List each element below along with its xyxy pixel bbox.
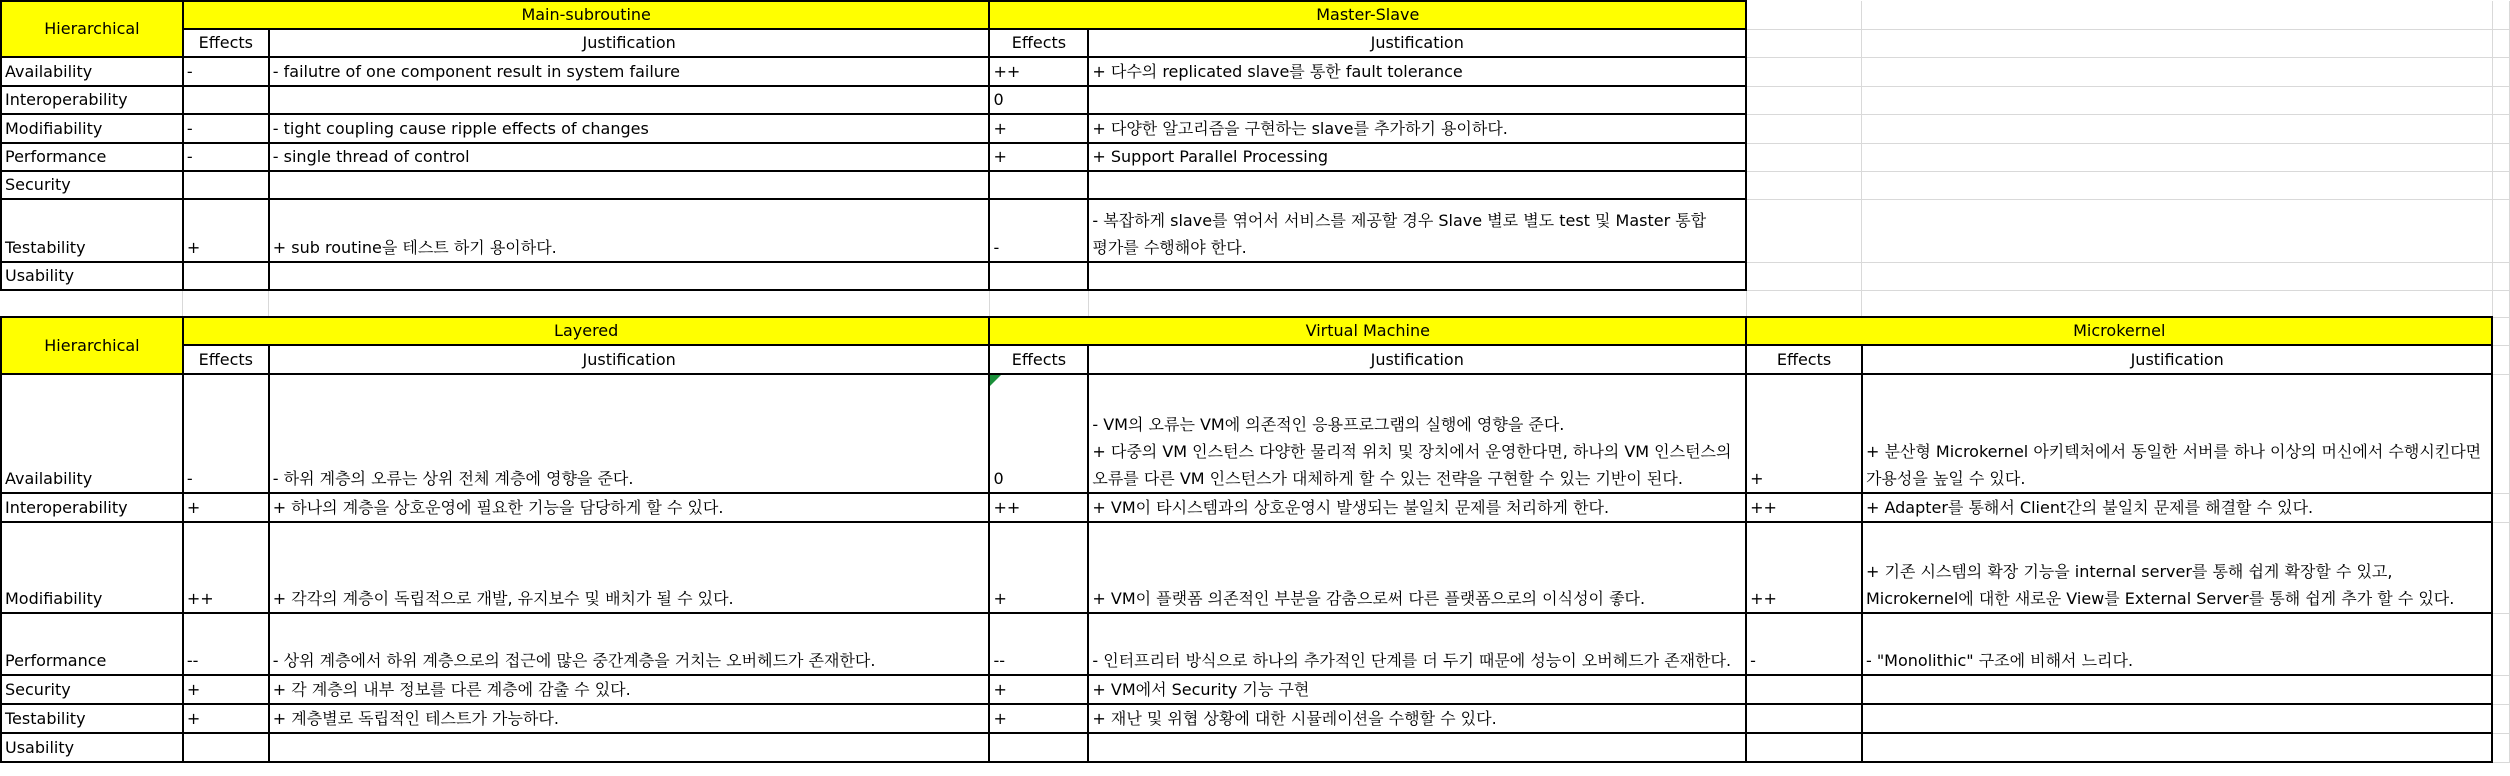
table2-row-availability [1, 374, 2510, 493]
table2-row-usability [1, 733, 2510, 762]
empty-cell[interactable] [1862, 1, 2493, 29]
effects-cell[interactable]: + [989, 114, 1088, 143]
effects-cell[interactable] [183, 262, 269, 290]
table1-row-security [1, 171, 2510, 199]
table1-column-header-row [1, 29, 2510, 57]
spacer-row [1, 290, 2510, 317]
empty-cell[interactable] [1746, 29, 1862, 57]
justification-cell[interactable]: + sub routine을 테스트 하기 용이하다. [269, 199, 990, 262]
empty-cell[interactable] [2492, 114, 2509, 143]
effects-cell[interactable] [1746, 675, 1862, 704]
attribute-cell[interactable]: Interoperability [1, 86, 183, 114]
effects-cell[interactable]: + [989, 522, 1088, 613]
justification-cell[interactable] [1088, 262, 1746, 290]
effects-cell[interactable]: ++ [183, 522, 269, 613]
empty-cell[interactable] [2492, 345, 2509, 374]
table2-row-testability [1, 704, 2510, 733]
justification-cell[interactable]: - 하위 계층의 오류는 상위 전체 계층에 영향을 준다. [269, 374, 990, 493]
empty-cell[interactable] [1746, 57, 1862, 86]
empty-cell[interactable] [269, 290, 990, 317]
table2-effects-header[interactable]: Effects [1746, 345, 1862, 374]
table1-effects-header[interactable]: Effects [183, 29, 269, 57]
justification-cell[interactable]: + 하나의 계층을 상호운영에 필요한 기능을 담당하게 할 수 있다. [269, 493, 990, 522]
effects-cell[interactable]: -- [989, 613, 1088, 675]
table2-row-interoperability [1, 493, 2510, 522]
effects-cell[interactable]: + [1746, 374, 1862, 493]
effects-cell[interactable] [1746, 704, 1862, 733]
attribute-cell[interactable]: Modifiability [1, 522, 183, 613]
table1-row-performance [1, 143, 2510, 171]
table1-group-header-row [1, 1, 2510, 29]
empty-cell[interactable] [2492, 262, 2509, 290]
empty-cell[interactable] [1746, 290, 1862, 317]
table1-group-main-subroutine[interactable]: Main-subroutine [183, 1, 990, 29]
empty-cell[interactable] [183, 290, 269, 317]
table2-row-performance [1, 613, 2510, 675]
empty-cell[interactable] [1746, 199, 1862, 262]
table2-justification-header[interactable]: Justification [269, 345, 990, 374]
table1-justification-header[interactable]: Justification [269, 29, 990, 57]
effects-cell[interactable] [183, 171, 269, 199]
effects-cell[interactable] [989, 262, 1088, 290]
empty-cell[interactable] [1862, 290, 2493, 317]
empty-cell[interactable] [1746, 114, 1862, 143]
empty-cell[interactable] [1862, 171, 2493, 199]
justification-cell[interactable] [269, 86, 990, 114]
effects-cell[interactable] [989, 733, 1088, 762]
attribute-cell[interactable]: Testability [1, 199, 183, 262]
empty-cell[interactable] [1862, 86, 2493, 114]
effects-cell[interactable]: + [183, 704, 269, 733]
attribute-cell[interactable]: Availability [1, 57, 183, 86]
table1-row-testability [1, 199, 2510, 262]
justification-cell[interactable] [1088, 171, 1746, 199]
effects-cell[interactable] [183, 733, 269, 762]
empty-cell[interactable] [1746, 1, 1862, 29]
effects-cell[interactable]: - [183, 114, 269, 143]
empty-cell[interactable] [2492, 733, 2509, 762]
justification-cell[interactable]: + 계층별로 독립적인 테스트가 가능하다. [269, 704, 990, 733]
table2-group-virtual-machine[interactable]: Virtual Machine [989, 317, 1746, 345]
justification-cell[interactable]: - 상위 계층에서 하위 계층으로의 접근에 많은 중간계층을 거치는 오버헤드가 존재한다. [269, 613, 990, 675]
effects-cell[interactable]: ++ [989, 493, 1088, 522]
justification-cell[interactable]: + 재난 및 위협 상황에 대한 시뮬레이션을 수행할 수 있다. [1088, 704, 1746, 733]
empty-cell[interactable] [1, 290, 183, 317]
justification-cell[interactable]: + 각각의 계층이 독립적으로 개발, 유지보수 및 배치가 될 수 있다. [269, 522, 990, 613]
empty-cell[interactable] [1746, 86, 1862, 114]
justification-cell[interactable]: + Adapter를 통해서 Client간의 불일치 문제를 해결할 수 있다. [1862, 493, 2493, 522]
table1-row-usability [1, 262, 2510, 290]
attribute-cell[interactable]: Availability [1, 374, 183, 493]
empty-cell[interactable] [2492, 613, 2509, 675]
justification-cell[interactable]: - 인터프리터 방식으로 하나의 추가적인 단계를 더 두기 때문에 성능이 오버헤드가 존재한다. [1088, 613, 1746, 675]
empty-cell[interactable] [989, 290, 1088, 317]
attribute-cell[interactable]: Performance [1, 613, 183, 675]
empty-cell[interactable] [1862, 57, 2493, 86]
empty-cell[interactable] [2492, 522, 2509, 613]
effects-cell[interactable]: - [183, 374, 269, 493]
justification-cell[interactable]: + 분산형 Microkernel 아키텍처에서 동일한 서버를 하나 이상의 머신에서 수행시킨다면 가용성을 높일 수 있다. [1862, 374, 2493, 493]
justification-cell[interactable]: - failutre of one component result in system failure [269, 57, 990, 86]
attribute-cell[interactable]: Security [1, 171, 183, 199]
attribute-cell[interactable]: Usability [1, 262, 183, 290]
empty-cell[interactable] [2492, 57, 2509, 86]
table1-row-modifiability [1, 114, 2510, 143]
comment-marker-icon [990, 375, 1001, 386]
attribute-cell[interactable]: Usability [1, 733, 183, 762]
effects-cell[interactable]: + [183, 675, 269, 704]
justification-cell[interactable] [1862, 675, 2493, 704]
empty-cell[interactable] [1862, 262, 2493, 290]
justification-cell[interactable]: - tight coupling cause ripple effects of changes [269, 114, 990, 143]
table1-group-master-slave[interactable]: Master-Slave [989, 1, 1746, 29]
empty-cell[interactable] [1862, 199, 2493, 262]
effects-cell[interactable]: -- [183, 613, 269, 675]
table2-group-microkernel[interactable]: Microkernel [1746, 317, 2492, 345]
justification-cell[interactable]: + 다양한 알고리즘을 구현하는 slave를 추가하기 용이하다. [1088, 114, 1746, 143]
effects-cell[interactable]: - [183, 57, 269, 86]
effects-cell[interactable]: - [183, 143, 269, 171]
empty-cell[interactable] [1746, 171, 1862, 199]
effects-cell[interactable]: + [989, 704, 1088, 733]
table2-group-header-row [1, 317, 2510, 345]
effects-value: 0 [993, 469, 1004, 488]
table2-row-modifiability [1, 522, 2510, 613]
justification-cell[interactable]: + VM이 타시스템과의 상호운영시 발생되는 불일치 문제를 처리하게 한다. [1088, 493, 1746, 522]
table2-effects-header[interactable]: Effects [183, 345, 269, 374]
justification-cell[interactable]: + 기존 시스템의 확장 기능을 internal server를 통해 쉽게 확장할 수 있고, Microkernel에 대한 새로운 View를 External Server를 통해 쉽게 추가 할 수 있다. [1862, 522, 2493, 613]
empty-cell[interactable] [1088, 290, 1746, 317]
justification-cell[interactable] [1862, 733, 2493, 762]
justification-cell[interactable]: + VM에서 Security 기능 구현 [1088, 675, 1746, 704]
justification-line: - VM의 오류는 VM에 의존적인 응용프로그램의 실행에 영향을 준다. [1092, 415, 1565, 434]
table1-row-availability [1, 57, 2510, 86]
effects-cell[interactable]: ++ [1746, 522, 1862, 613]
justification-cell[interactable] [1088, 733, 1746, 762]
justification-cell[interactable] [269, 733, 990, 762]
table1-corner-cell[interactable]: Hierarchical [1, 1, 183, 57]
justification-cell[interactable]: - 복잡하게 slave를 엮어서 서비스를 제공할 경우 Slave 별로 별도 test 및 Master 통합 평가를 수행해야 한다. [1088, 199, 1746, 262]
empty-cell[interactable] [2492, 374, 2509, 493]
table1-row-interoperability [1, 86, 2510, 114]
empty-cell[interactable] [2492, 171, 2509, 199]
justification-line: + 다중의 VM 인스턴스 다양한 물리적 위치 및 장치에서 운영한다면, 하나의 VM 인스턴스의 오류를 다른 VM 인스턴스가 대체하게 할 수 있는 전략을 구현할 수 있는 기반이 된다. [1092, 442, 1732, 488]
effects-cell[interactable]: + [989, 143, 1088, 171]
table2-justification-header[interactable]: Justification [1862, 345, 2493, 374]
justification-cell[interactable] [1088, 374, 1746, 493]
empty-cell[interactable] [2492, 143, 2509, 171]
effects-cell[interactable] [183, 86, 269, 114]
effects-cell[interactable]: + [989, 675, 1088, 704]
justification-cell[interactable] [1088, 86, 1746, 114]
justification-cell[interactable]: - single thread of control [269, 143, 990, 171]
table2-row-security [1, 675, 2510, 704]
empty-cell[interactable] [2492, 86, 2509, 114]
attribute-cell[interactable]: Security [1, 675, 183, 704]
empty-cell[interactable] [1862, 143, 2493, 171]
empty-cell[interactable] [2492, 290, 2509, 317]
effects-cell[interactable]: - [989, 199, 1088, 262]
empty-cell[interactable] [1862, 29, 2493, 57]
table2-column-header-row [1, 345, 2510, 374]
attribute-cell[interactable]: Performance [1, 143, 183, 171]
effects-cell[interactable] [989, 171, 1088, 199]
empty-cell[interactable] [2492, 317, 2509, 345]
table1-justification-header[interactable]: Justification [1088, 29, 1746, 57]
effects-cell[interactable]: + [183, 199, 269, 262]
effects-cell[interactable]: - [1746, 613, 1862, 675]
table2-corner-cell[interactable]: Hierarchical [1, 317, 183, 374]
empty-cell[interactable] [2492, 1, 2509, 29]
empty-cell[interactable] [2492, 704, 2509, 733]
empty-cell[interactable] [2492, 493, 2509, 522]
effects-cell[interactable] [989, 374, 1088, 493]
empty-cell[interactable] [2492, 29, 2509, 57]
effects-cell[interactable] [1746, 733, 1862, 762]
empty-cell[interactable] [2492, 199, 2509, 262]
effects-cell[interactable]: + [183, 493, 269, 522]
empty-cell[interactable] [2492, 675, 2509, 704]
table1-effects-header[interactable]: Effects [989, 29, 1088, 57]
justification-cell[interactable]: - "Monolithic" 구조에 비해서 느리다. [1862, 613, 2493, 675]
justification-cell[interactable] [269, 171, 990, 199]
table2-justification-header[interactable]: Justification [1088, 345, 1746, 374]
table2-group-layered[interactable]: Layered [183, 317, 990, 345]
justification-cell[interactable] [1862, 704, 2493, 733]
justification-cell[interactable]: + VM이 플랫폼 의존적인 부분을 감춤으로써 다른 플랫폼으로의 이식성이 좋다. [1088, 522, 1746, 613]
justification-cell[interactable]: + 각 계층의 내부 정보를 다른 계층에 감출 수 있다. [269, 675, 990, 704]
empty-cell[interactable] [1746, 143, 1862, 171]
empty-cell[interactable] [1746, 262, 1862, 290]
attribute-cell[interactable]: Testability [1, 704, 183, 733]
empty-cell[interactable] [1862, 114, 2493, 143]
effects-cell[interactable]: 0 [989, 86, 1088, 114]
attribute-cell[interactable]: Modifiability [1, 114, 183, 143]
effects-cell[interactable]: ++ [989, 57, 1088, 86]
justification-cell[interactable]: + Support Parallel Processing [1088, 143, 1746, 171]
table2-effects-header[interactable]: Effects [989, 345, 1088, 374]
justification-cell[interactable]: + 다수의 replicated slave를 통한 fault tolerance [1088, 57, 1746, 86]
attribute-cell[interactable]: Interoperability [1, 493, 183, 522]
effects-cell[interactable]: ++ [1746, 493, 1862, 522]
justification-cell[interactable] [269, 262, 990, 290]
